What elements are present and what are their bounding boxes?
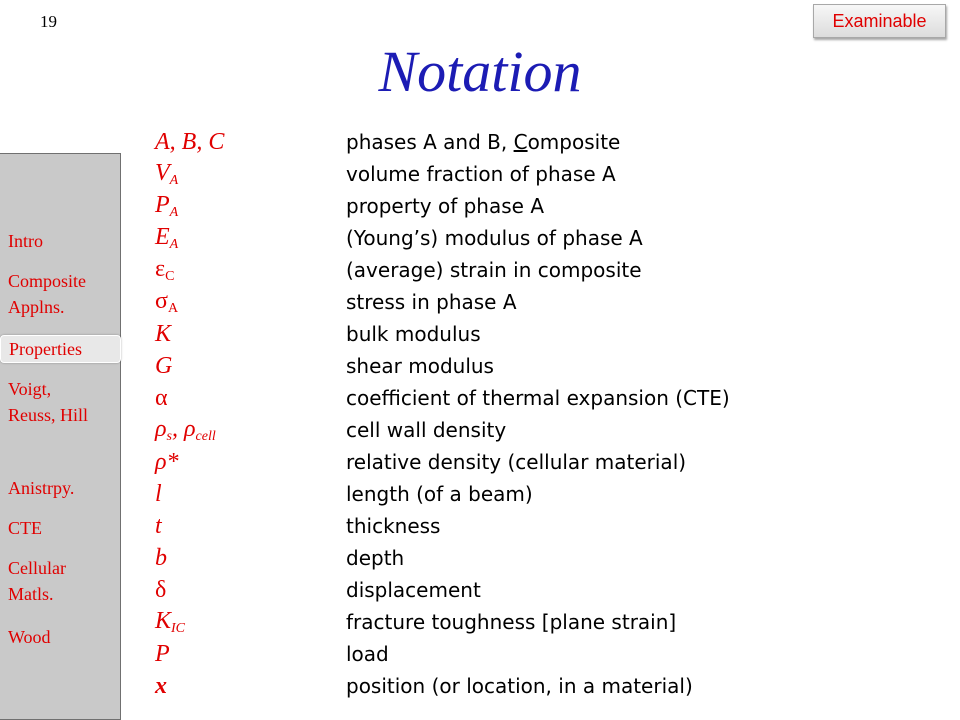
sidebar-item-wood[interactable]: Wood bbox=[8, 627, 51, 647]
notation-row bbox=[155, 254, 945, 286]
symbol: $P_A$ bbox=[155, 191, 179, 220]
description: cell wall density bbox=[346, 418, 507, 442]
notation-row bbox=[155, 478, 945, 510]
symbol: $V_A$ bbox=[155, 159, 179, 188]
description: length (of a beam) bbox=[346, 482, 533, 506]
sidebar-item-cellular-matls[interactable]: Cellular Matls. bbox=[8, 558, 66, 604]
notation-row bbox=[155, 350, 945, 382]
description: stress in phase A bbox=[346, 290, 517, 314]
notation-row bbox=[155, 158, 945, 190]
symbol: l bbox=[155, 480, 162, 507]
description: position (or location, in a material) bbox=[346, 674, 693, 698]
notation-row bbox=[155, 190, 945, 222]
page-number: 19 bbox=[40, 12, 57, 31]
description: relative density (cellular material) bbox=[346, 450, 687, 474]
notation-row bbox=[155, 126, 945, 158]
description: (average) strain in composite bbox=[346, 258, 642, 282]
notation-row bbox=[155, 318, 945, 350]
symbol: ρ* bbox=[155, 448, 179, 475]
description: coefficient of thermal expansion (CTE) bbox=[346, 386, 730, 410]
symbol: $K_{IC}$ bbox=[155, 607, 186, 636]
sidebar-item-cte[interactable]: CTE bbox=[8, 518, 42, 538]
symbol: $\sigma_A$ bbox=[155, 287, 179, 316]
symbol: $E_A$ bbox=[155, 223, 179, 252]
description: load bbox=[346, 642, 389, 666]
notation-row bbox=[155, 222, 945, 254]
description: fracture toughness [plane strain] bbox=[346, 610, 677, 634]
description: property of phase A bbox=[346, 194, 544, 218]
symbol: α bbox=[155, 384, 168, 411]
description: displacement bbox=[346, 578, 481, 602]
description: volume fraction of phase A bbox=[346, 162, 616, 186]
symbol: x bbox=[155, 672, 167, 699]
sidebar-item-properties[interactable]: Properties bbox=[0, 335, 121, 363]
notation-row bbox=[155, 414, 945, 446]
description: shear modulus bbox=[346, 354, 494, 378]
notation-row bbox=[155, 286, 945, 318]
symbol: K bbox=[155, 320, 172, 347]
symbol: $\varepsilon_C$ bbox=[155, 255, 175, 284]
sidebar-item-intro[interactable]: Intro bbox=[8, 231, 43, 251]
description: thickness bbox=[346, 514, 441, 538]
notation-row bbox=[155, 670, 945, 702]
description: bulk modulus bbox=[346, 322, 481, 346]
notation-row bbox=[155, 574, 945, 606]
description: depth bbox=[346, 546, 405, 570]
notation-row bbox=[155, 510, 945, 542]
notation-row bbox=[155, 446, 945, 478]
sidebar-item-composite-applns[interactable]: Composite Applns. bbox=[8, 271, 87, 317]
notation-row bbox=[155, 382, 945, 414]
examinable-badge: Examinable bbox=[813, 4, 946, 38]
symbol: $\rho_s$, $\rho_{cell}$ bbox=[155, 415, 216, 444]
symbol: A, B, C bbox=[155, 128, 225, 155]
symbol: t bbox=[155, 512, 162, 539]
notation-row bbox=[155, 542, 945, 574]
description: phases A and B, Composite bbox=[346, 130, 621, 154]
notation-row bbox=[155, 638, 945, 670]
description: (Young’s) modulus of phase A bbox=[346, 226, 643, 250]
symbol: b bbox=[155, 544, 167, 571]
notation-list bbox=[155, 126, 945, 702]
slide-title: Notation bbox=[378, 39, 582, 104]
notation-row bbox=[155, 606, 945, 638]
symbol: δ bbox=[155, 576, 167, 603]
sidebar-nav bbox=[0, 153, 121, 720]
symbol: P bbox=[155, 640, 170, 667]
symbol: G bbox=[155, 352, 173, 379]
sidebar-item-anistrpy[interactable]: Anistrpy. bbox=[8, 478, 75, 498]
sidebar-item-voigt-reuss-hill[interactable]: Voigt, Reuss, Hill bbox=[8, 379, 89, 425]
